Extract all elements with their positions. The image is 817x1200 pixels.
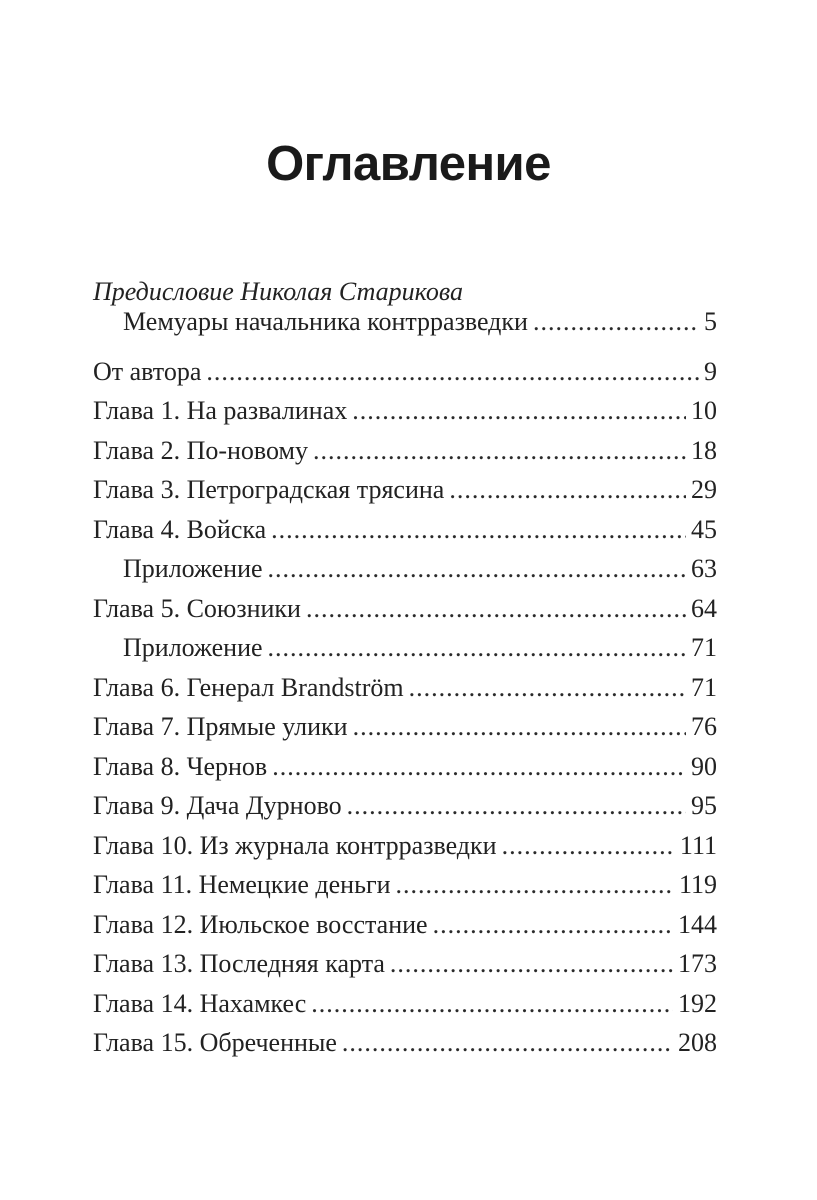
toc-entry-label: Глава 1. На развалинах — [93, 396, 348, 426]
toc-entry — [93, 510, 717, 550]
toc-entry-label: Приложение — [123, 633, 263, 663]
toc-entry-page: 64 — [691, 593, 717, 623]
toc-entry-page: 10 — [691, 396, 717, 426]
toc-entry-page: 9 — [704, 356, 717, 386]
toc-entry-page: 5 — [704, 306, 717, 336]
toc-entry — [93, 747, 717, 787]
dot-leader — [353, 707, 686, 747]
toc-entry — [93, 944, 717, 984]
dot-leader — [390, 944, 673, 984]
toc-entry-page: 111 — [679, 830, 717, 860]
dot-leader — [347, 786, 686, 826]
dot-leader — [306, 589, 686, 629]
toc-entry-page: 119 — [678, 870, 717, 900]
toc-entry-label: Глава 9. Дача Дурново — [93, 791, 342, 821]
dot-leader — [311, 984, 673, 1024]
toc-entry-page: 45 — [691, 514, 717, 544]
toc-entry-label: Мемуары начальника контрразведки — [123, 306, 528, 336]
dot-leader — [449, 470, 686, 510]
dot-leader — [206, 352, 699, 392]
toc-entry-page: 71 — [691, 672, 717, 702]
toc-entry-label: Глава 8. Чернов — [93, 751, 268, 781]
toc-entry — [93, 549, 717, 589]
toc-entry-label: От автора — [93, 356, 202, 386]
toc-entries — [93, 352, 717, 1063]
dot-leader — [268, 628, 686, 668]
dot-leader — [396, 865, 674, 905]
toc-entry-page: 90 — [691, 751, 717, 781]
toc-entry — [93, 470, 717, 510]
toc-entry-label: Глава 2. По-новому — [93, 435, 308, 465]
preface-block — [93, 277, 717, 337]
dot-leader — [533, 307, 699, 337]
dot-leader — [272, 747, 686, 787]
toc-entry — [93, 984, 717, 1024]
toc-entry — [93, 352, 717, 392]
toc-entry — [93, 589, 717, 629]
toc-entry-label: Глава 3. Петроградская трясина — [93, 475, 445, 505]
toc-entry-page: 173 — [678, 949, 717, 979]
toc-entry-page: 76 — [691, 712, 717, 742]
toc-entry-label: Глава 13. Последняя карта — [93, 949, 385, 979]
toc-entry — [93, 1023, 717, 1063]
toc-entry — [93, 905, 717, 945]
toc-entry-label: Глава 4. Войска — [93, 514, 267, 544]
toc-entry — [93, 391, 717, 431]
toc-entry-label: Глава 5. Союзники — [93, 593, 301, 623]
toc-entry-label: Глава 15. Обреченные — [93, 1028, 337, 1058]
toc-entry — [93, 307, 717, 337]
toc-entry — [93, 431, 717, 471]
page-title: Оглавление — [266, 137, 551, 191]
toc-entry-page: 63 — [691, 554, 717, 584]
dot-leader — [268, 549, 686, 589]
dot-leader — [342, 1023, 673, 1063]
toc-entry-label: Приложение — [123, 554, 263, 584]
toc-entry-page: 208 — [678, 1028, 717, 1058]
dot-leader — [409, 668, 686, 708]
toc-entry — [93, 826, 717, 866]
toc-entry — [93, 865, 717, 905]
toc-entry — [93, 707, 717, 747]
dot-leader — [352, 391, 686, 431]
toc-entry-label: Глава 7. Прямые улики — [93, 712, 348, 742]
dot-leader — [502, 826, 675, 866]
toc-entry-label: Глава 12. Июльское восстание — [93, 909, 428, 939]
toc-list — [0, 277, 817, 1063]
toc-entry-page: 71 — [691, 633, 717, 663]
toc-entry-page: 18 — [691, 435, 717, 465]
toc-entry-page: 192 — [678, 988, 717, 1018]
toc-entry-page: 144 — [678, 909, 717, 939]
toc-entry-label: Глава 11. Немецкие деньги — [93, 870, 391, 900]
dot-leader — [433, 905, 673, 945]
toc-entry-label: Глава 6. Генерал Brandström — [93, 672, 404, 702]
toc-entry-label: Глава 14. Нахамкес — [93, 988, 307, 1018]
preface-heading: Предисловие Николая Старикова — [93, 276, 463, 306]
toc-entry-page: 95 — [691, 791, 717, 821]
toc-entry — [93, 786, 717, 826]
toc-entry-label: Глава 10. Из журнала контрразведки — [93, 830, 497, 860]
toc-entry — [93, 628, 717, 668]
dot-leader — [313, 431, 686, 471]
toc-entry — [93, 668, 717, 708]
toc-entry-page: 29 — [691, 475, 717, 505]
dot-leader — [271, 510, 686, 550]
